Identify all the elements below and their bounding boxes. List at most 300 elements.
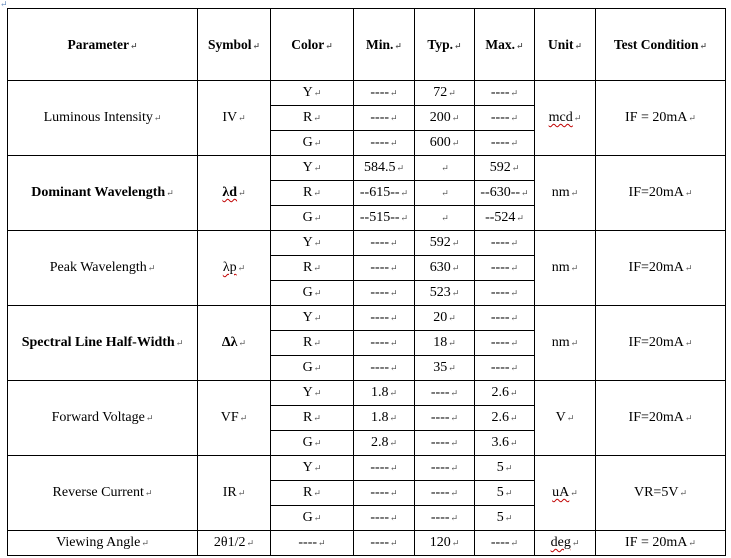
paragraph-mark-icon: ↵ bbox=[451, 238, 460, 248]
max-cell-text: ---- bbox=[490, 110, 510, 125]
header-cell-text: Typ. bbox=[427, 36, 454, 52]
unit-cell-text: deg bbox=[550, 535, 571, 550]
color-cell-text: R bbox=[303, 185, 313, 200]
typ-cell bbox=[415, 131, 475, 156]
unit-cell-text: nm bbox=[551, 185, 570, 200]
table-row bbox=[8, 456, 726, 481]
paragraph-mark-icon: ↵ bbox=[313, 513, 322, 523]
table-row bbox=[8, 156, 726, 181]
header-cell bbox=[415, 9, 475, 81]
max-cell bbox=[475, 281, 535, 306]
paragraph-mark-icon: ↵ bbox=[313, 438, 322, 448]
paragraph-mark-icon: ↵ bbox=[400, 188, 409, 198]
typ-cell bbox=[415, 481, 475, 506]
paragraph-mark-icon: ↵ bbox=[313, 263, 321, 273]
paragraph-mark-icon: ↵ bbox=[238, 338, 247, 348]
max-cell bbox=[475, 156, 535, 181]
paragraph-mark-icon: ↵ bbox=[313, 238, 322, 248]
typ-cell bbox=[415, 206, 475, 231]
paragraph-mark-icon: ↵ bbox=[574, 40, 583, 51]
condition-cell bbox=[596, 156, 726, 231]
header-cell bbox=[198, 9, 271, 81]
unit-cell bbox=[535, 456, 596, 531]
paragraph-mark-icon: ↵ bbox=[318, 538, 326, 548]
typ-cell-text: 18 bbox=[433, 335, 448, 350]
unit-cell-text: mcd bbox=[548, 110, 573, 125]
max-cell bbox=[475, 431, 535, 456]
paragraph-mark-icon: ↵ bbox=[389, 388, 398, 398]
paragraph-mark-icon: ↵ bbox=[246, 538, 255, 548]
symbol-cell bbox=[198, 81, 271, 156]
max-cell bbox=[475, 306, 535, 331]
condition-cell-text: IF=20mA bbox=[628, 410, 684, 425]
min-cell-text: ---- bbox=[370, 235, 390, 250]
max-cell bbox=[475, 506, 535, 531]
paragraph-mark-icon: ↵ bbox=[504, 463, 513, 473]
min-cell bbox=[354, 156, 415, 181]
color-cell bbox=[271, 431, 354, 456]
color-cell-text: R bbox=[303, 485, 313, 500]
paragraph-mark-icon: ↵ bbox=[510, 288, 519, 298]
max-cell bbox=[475, 256, 535, 281]
paragraph-mark-icon: ↵ bbox=[516, 40, 524, 51]
paragraph-mark-icon: ↵ bbox=[451, 113, 460, 123]
paragraph-mark-icon: ↵ bbox=[390, 488, 398, 498]
color-cell-text: G bbox=[302, 435, 313, 450]
paragraph-mark-icon: ↵ bbox=[238, 113, 246, 123]
parameter-cell bbox=[8, 456, 198, 531]
symbol-cell bbox=[198, 531, 271, 556]
color-cell bbox=[271, 131, 354, 156]
unit-cell bbox=[535, 81, 596, 156]
parameter-cell-text: Forward Voltage bbox=[51, 410, 145, 425]
symbol-cell bbox=[198, 156, 271, 231]
max-cell bbox=[475, 381, 535, 406]
paragraph-mark-icon: ↵ bbox=[238, 188, 246, 198]
paragraph-mark-icon: ↵ bbox=[390, 88, 398, 98]
typ-cell-text: 523 bbox=[429, 285, 451, 300]
max-cell-text: ---- bbox=[490, 85, 510, 100]
max-cell-text: 2.6 bbox=[491, 385, 509, 400]
paragraph-mark-icon: ↵ bbox=[510, 338, 519, 348]
paragraph-mark-icon: ↵ bbox=[394, 40, 402, 51]
header-cell-text: Symbol bbox=[207, 36, 252, 52]
table-row bbox=[8, 381, 726, 406]
paragraph-mark-icon: ↵ bbox=[441, 188, 449, 198]
paragraph-mark-icon: ↵ bbox=[451, 263, 460, 273]
symbol-cell-text: λd bbox=[222, 185, 238, 200]
paragraph-mark-icon: ↵ bbox=[390, 363, 398, 373]
paragraph-mark-icon: ↵ bbox=[510, 238, 519, 248]
min-cell bbox=[354, 481, 415, 506]
paragraph-mark-icon: ↵ bbox=[509, 438, 518, 448]
typ-cell-text: ---- bbox=[430, 385, 450, 400]
typ-cell-text: ---- bbox=[430, 485, 450, 500]
max-cell bbox=[475, 331, 535, 356]
max-cell-text: 5 bbox=[496, 460, 504, 475]
symbol-cell bbox=[198, 306, 271, 381]
condition-cell-text: IF=20mA bbox=[628, 335, 684, 350]
paragraph-mark-icon: ↵ bbox=[688, 538, 696, 548]
paragraph-mark-icon: ↵ bbox=[509, 413, 518, 423]
paragraph-mark-icon: ↵ bbox=[313, 488, 321, 498]
max-cell-text: 3.6 bbox=[491, 435, 509, 450]
max-cell-text: ---- bbox=[490, 135, 510, 150]
max-cell-text: 2.6 bbox=[491, 410, 509, 425]
color-cell-text: G bbox=[302, 360, 313, 375]
symbol-cell-text: IV bbox=[222, 110, 238, 125]
max-cell bbox=[475, 356, 535, 381]
paragraph-mark-icon: ↵ bbox=[390, 538, 398, 548]
paragraph-mark-icon: ↵ bbox=[390, 238, 398, 248]
header-cell bbox=[535, 9, 596, 81]
table-row bbox=[8, 231, 726, 256]
color-cell-text: Y bbox=[302, 385, 313, 400]
paragraph-mark-icon: ↵ bbox=[325, 40, 333, 51]
symbol-cell-text: IR bbox=[222, 485, 237, 500]
paragraph-mark-icon: ↵ bbox=[313, 213, 322, 223]
parameter-cell-text: Luminous Intensity bbox=[43, 110, 153, 125]
min-cell-text: ---- bbox=[370, 535, 390, 550]
table-row bbox=[8, 531, 726, 556]
header-cell-text: Test Condition bbox=[613, 36, 699, 52]
color-cell-text: Y bbox=[302, 85, 313, 100]
paragraph-mark-icon: ↵ bbox=[441, 213, 449, 223]
paragraph-mark-icon: ↵ bbox=[448, 88, 456, 98]
unit-cell-text: nm bbox=[551, 335, 570, 350]
header-row bbox=[8, 9, 726, 81]
paragraph-mark-icon: ↵ bbox=[450, 463, 459, 473]
paragraph-mark-icon: ↵ bbox=[504, 513, 513, 523]
max-cell-text: --524 bbox=[485, 210, 516, 225]
paragraph-mark-icon: ↵ bbox=[684, 263, 693, 273]
min-cell bbox=[354, 531, 415, 556]
min-cell-text: ---- bbox=[370, 460, 390, 475]
min-cell-text: ---- bbox=[370, 310, 390, 325]
paragraph-mark-icon: ↵ bbox=[521, 188, 529, 198]
typ-cell-text: 120 bbox=[429, 535, 451, 550]
paragraph-mark-icon: ↵ bbox=[145, 413, 154, 423]
unit-cell-text: uA bbox=[552, 485, 570, 500]
paragraph-mark-icon: ↵ bbox=[451, 288, 460, 298]
parameter-cell-text: Viewing Angle bbox=[56, 535, 141, 550]
min-cell bbox=[354, 106, 415, 131]
color-cell bbox=[271, 81, 354, 106]
color-cell-text: G bbox=[302, 510, 313, 525]
color-cell bbox=[271, 506, 354, 531]
paragraph-mark-icon: ↵ bbox=[510, 313, 519, 323]
paragraph-mark-icon: ↵ bbox=[390, 338, 398, 348]
paragraph-mark-icon: ↵ bbox=[237, 488, 246, 498]
paragraph-mark-icon: ↵ bbox=[570, 488, 578, 498]
color-cell bbox=[271, 231, 354, 256]
typ-cell bbox=[415, 181, 475, 206]
header-cell bbox=[8, 9, 198, 81]
typ-cell bbox=[415, 381, 475, 406]
color-cell bbox=[271, 406, 354, 431]
max-cell bbox=[475, 456, 535, 481]
paragraph-mark-icon: ↵ bbox=[450, 438, 459, 448]
header-cell bbox=[596, 9, 726, 81]
max-cell bbox=[475, 406, 535, 431]
max-cell-text: ---- bbox=[490, 335, 510, 350]
typ-cell bbox=[415, 356, 475, 381]
paragraph-mark-icon: ↵ bbox=[684, 413, 693, 423]
paragraph-mark-icon: ↵ bbox=[390, 263, 398, 273]
header-cell-text: Color bbox=[291, 36, 325, 52]
typ-cell bbox=[415, 306, 475, 331]
header-cell bbox=[271, 9, 354, 81]
paragraph-mark-icon: ↵ bbox=[516, 213, 524, 223]
typ-cell bbox=[415, 231, 475, 256]
paragraph-mark-icon: ↵ bbox=[684, 338, 693, 348]
unit-cell bbox=[535, 531, 596, 556]
min-cell-text: ---- bbox=[370, 260, 390, 275]
paragraph-mark-icon: ↵ bbox=[448, 338, 456, 348]
typ-cell bbox=[415, 281, 475, 306]
max-cell bbox=[475, 131, 535, 156]
parameter-cell bbox=[8, 531, 198, 556]
unit-cell-text: V bbox=[555, 410, 566, 425]
unit-cell bbox=[535, 231, 596, 306]
unit-cell-text: nm bbox=[551, 260, 570, 275]
color-cell-text: Y bbox=[302, 460, 313, 475]
condition-cell bbox=[596, 381, 726, 456]
symbol-cell-text: VF bbox=[220, 410, 239, 425]
paragraph-mark-icon: ↵ bbox=[570, 263, 579, 273]
paragraph-mark-icon: ↵ bbox=[510, 538, 519, 548]
condition-cell-text: IF=20mA bbox=[628, 185, 684, 200]
color-cell bbox=[271, 281, 354, 306]
condition-cell-text: IF = 20mA bbox=[625, 535, 688, 550]
paragraph-mark-icon: ↵ bbox=[450, 513, 459, 523]
color-cell-text: G bbox=[302, 210, 313, 225]
typ-cell bbox=[415, 431, 475, 456]
typ-cell-text: ---- bbox=[430, 460, 450, 475]
condition-cell-text: VR=5V bbox=[633, 485, 679, 500]
paragraph-mark-icon: ↵ bbox=[448, 363, 456, 373]
min-cell bbox=[354, 81, 415, 106]
paragraph-mark-icon: ↵ bbox=[144, 488, 153, 498]
min-cell bbox=[354, 256, 415, 281]
paragraph-mark-icon: ↵ bbox=[688, 113, 696, 123]
header-cell-text: Parameter bbox=[67, 36, 129, 52]
max-cell-text: 592 bbox=[489, 160, 511, 175]
unit-cell bbox=[535, 306, 596, 381]
paragraph-mark-icon: ↵ bbox=[153, 113, 162, 123]
max-cell bbox=[475, 81, 535, 106]
paragraph-mark-icon: ↵ bbox=[313, 363, 322, 373]
unit-cell bbox=[535, 381, 596, 456]
parameter-cell bbox=[8, 156, 198, 231]
typ-cell bbox=[415, 506, 475, 531]
typ-cell bbox=[415, 106, 475, 131]
min-cell-text: --615-- bbox=[359, 185, 400, 200]
condition-cell bbox=[596, 231, 726, 306]
typ-cell-text: 20 bbox=[433, 310, 448, 325]
typ-cell-text: ---- bbox=[430, 510, 450, 525]
min-cell bbox=[354, 406, 415, 431]
paragraph-mark-icon: ↵ bbox=[237, 263, 246, 273]
paragraph-mark-icon: ↵ bbox=[390, 313, 398, 323]
max-cell-text: ---- bbox=[490, 235, 510, 250]
min-cell bbox=[354, 456, 415, 481]
paragraph-mark-icon: ↵ bbox=[390, 463, 398, 473]
header-cell bbox=[475, 9, 535, 81]
paragraph-mark-icon: ↵ bbox=[679, 488, 687, 498]
min-cell bbox=[354, 306, 415, 331]
paragraph-mark-icon: ↵ bbox=[566, 413, 575, 423]
paragraph-mark-icon: ↵ bbox=[141, 538, 149, 548]
paragraph-mark-icon: ↵ bbox=[570, 188, 579, 198]
paragraph-mark-icon: ↵ bbox=[510, 263, 519, 273]
paragraph-mark-icon: ↵ bbox=[510, 88, 519, 98]
paragraph-mark-icon: ↵ bbox=[450, 388, 459, 398]
table-row bbox=[8, 306, 726, 331]
typ-cell-text: ---- bbox=[430, 410, 450, 425]
paragraph-mark-icon: ↵ bbox=[450, 413, 459, 423]
typ-cell-text: 600 bbox=[429, 135, 451, 150]
header-cell-text: Max. bbox=[485, 36, 516, 52]
table-anchor-icon: ↵ bbox=[0, 0, 8, 9]
color-cell bbox=[271, 356, 354, 381]
paragraph-mark-icon: ↵ bbox=[510, 363, 519, 373]
min-cell-text: 584.5 bbox=[363, 160, 396, 175]
max-cell-text: 5 bbox=[496, 510, 504, 525]
paragraph-mark-icon: ↵ bbox=[451, 538, 460, 548]
condition-cell-text: IF=20mA bbox=[628, 260, 684, 275]
paragraph-mark-icon: ↵ bbox=[313, 88, 322, 98]
paragraph-mark-icon: ↵ bbox=[448, 313, 456, 323]
max-cell-text: ---- bbox=[490, 310, 510, 325]
color-cell bbox=[271, 106, 354, 131]
paragraph-mark-icon: ↵ bbox=[450, 488, 459, 498]
paragraph-mark-icon: ↵ bbox=[510, 138, 519, 148]
typ-cell-text: 35 bbox=[433, 360, 448, 375]
min-cell bbox=[354, 431, 415, 456]
parameter-cell bbox=[8, 81, 198, 156]
paragraph-mark-icon: ↵ bbox=[396, 163, 405, 173]
paragraph-mark-icon: ↵ bbox=[313, 113, 321, 123]
paragraph-mark-icon: ↵ bbox=[390, 513, 398, 523]
typ-cell bbox=[415, 406, 475, 431]
condition-cell bbox=[596, 81, 726, 156]
color-cell bbox=[271, 181, 354, 206]
color-cell-text: Y bbox=[302, 235, 313, 250]
paragraph-mark-icon: ↵ bbox=[313, 463, 322, 473]
min-cell-text: 1.8 bbox=[370, 410, 389, 425]
min-cell bbox=[354, 181, 415, 206]
paragraph-mark-icon: ↵ bbox=[313, 288, 322, 298]
max-cell bbox=[475, 181, 535, 206]
typ-cell bbox=[415, 456, 475, 481]
min-cell-text: ---- bbox=[370, 335, 390, 350]
symbol-cell-text: λp bbox=[222, 260, 237, 275]
color-cell-text: R bbox=[303, 110, 313, 125]
typ-cell-text: 592 bbox=[429, 235, 451, 250]
typ-cell bbox=[415, 531, 475, 556]
typ-cell-text: 200 bbox=[429, 110, 451, 125]
paragraph-mark-icon: ↵ bbox=[509, 388, 518, 398]
color-cell-text: R bbox=[303, 410, 313, 425]
condition-cell bbox=[596, 306, 726, 381]
symbol-cell-text: 2θ1/2 bbox=[213, 535, 246, 550]
condition-cell-text: IF = 20mA bbox=[625, 110, 688, 125]
typ-cell bbox=[415, 256, 475, 281]
unit-cell bbox=[535, 156, 596, 231]
color-cell bbox=[271, 381, 354, 406]
color-cell bbox=[271, 456, 354, 481]
color-cell bbox=[271, 256, 354, 281]
paragraph-mark-icon: ↵ bbox=[313, 413, 321, 423]
parameter-cell-text: Reverse Current bbox=[52, 485, 144, 500]
max-cell-text: ---- bbox=[490, 360, 510, 375]
paragraph-mark-icon: ↵ bbox=[510, 113, 519, 123]
paragraph-mark-icon: ↵ bbox=[400, 213, 409, 223]
symbol-cell bbox=[198, 381, 271, 456]
min-cell bbox=[354, 381, 415, 406]
color-cell-text: Y bbox=[302, 310, 313, 325]
min-cell-text: --515-- bbox=[359, 210, 400, 225]
min-cell bbox=[354, 281, 415, 306]
color-cell bbox=[271, 481, 354, 506]
paragraph-mark-icon: ↵ bbox=[441, 163, 449, 173]
symbol-cell bbox=[198, 231, 271, 306]
color-cell bbox=[271, 306, 354, 331]
paragraph-mark-icon: ↵ bbox=[390, 138, 398, 148]
min-cell-text: ---- bbox=[370, 360, 390, 375]
paragraph-mark-icon: ↵ bbox=[252, 40, 261, 51]
min-cell-text: 1.8 bbox=[370, 385, 389, 400]
min-cell bbox=[354, 131, 415, 156]
min-cell bbox=[354, 206, 415, 231]
color-cell-text: R bbox=[303, 260, 313, 275]
paragraph-mark-icon: ↵ bbox=[390, 113, 398, 123]
color-cell bbox=[271, 331, 354, 356]
min-cell bbox=[354, 231, 415, 256]
paragraph-mark-icon: ↵ bbox=[175, 338, 184, 348]
typ-cell-text: 630 bbox=[429, 260, 451, 275]
color-cell-text: ---- bbox=[298, 535, 318, 550]
paragraph-mark-icon: ↵ bbox=[389, 438, 398, 448]
color-cell-text: G bbox=[302, 285, 313, 300]
paragraph-mark-icon: ↵ bbox=[313, 163, 322, 173]
max-cell bbox=[475, 106, 535, 131]
paragraph-mark-icon: ↵ bbox=[571, 538, 580, 548]
paragraph-mark-icon: ↵ bbox=[129, 40, 138, 51]
max-cell-text: ---- bbox=[490, 535, 510, 550]
min-cell-text: 2.8 bbox=[370, 435, 389, 450]
min-cell bbox=[354, 356, 415, 381]
paragraph-mark-icon: ↵ bbox=[166, 188, 174, 198]
paragraph-mark-icon: ↵ bbox=[313, 138, 322, 148]
paragraph-mark-icon: ↵ bbox=[147, 263, 156, 273]
condition-cell bbox=[596, 531, 726, 556]
min-cell bbox=[354, 331, 415, 356]
table-row bbox=[8, 81, 726, 106]
typ-cell bbox=[415, 156, 475, 181]
condition-cell bbox=[596, 456, 726, 531]
min-cell-text: ---- bbox=[370, 485, 390, 500]
paragraph-mark-icon: ↵ bbox=[390, 288, 398, 298]
min-cell-text: ---- bbox=[370, 510, 390, 525]
max-cell-text: 5 bbox=[496, 485, 504, 500]
typ-cell-text: ---- bbox=[430, 435, 450, 450]
color-cell-text: R bbox=[303, 335, 313, 350]
color-cell-text: Y bbox=[302, 160, 313, 175]
max-cell-text: ---- bbox=[490, 260, 510, 275]
color-cell bbox=[271, 531, 354, 556]
